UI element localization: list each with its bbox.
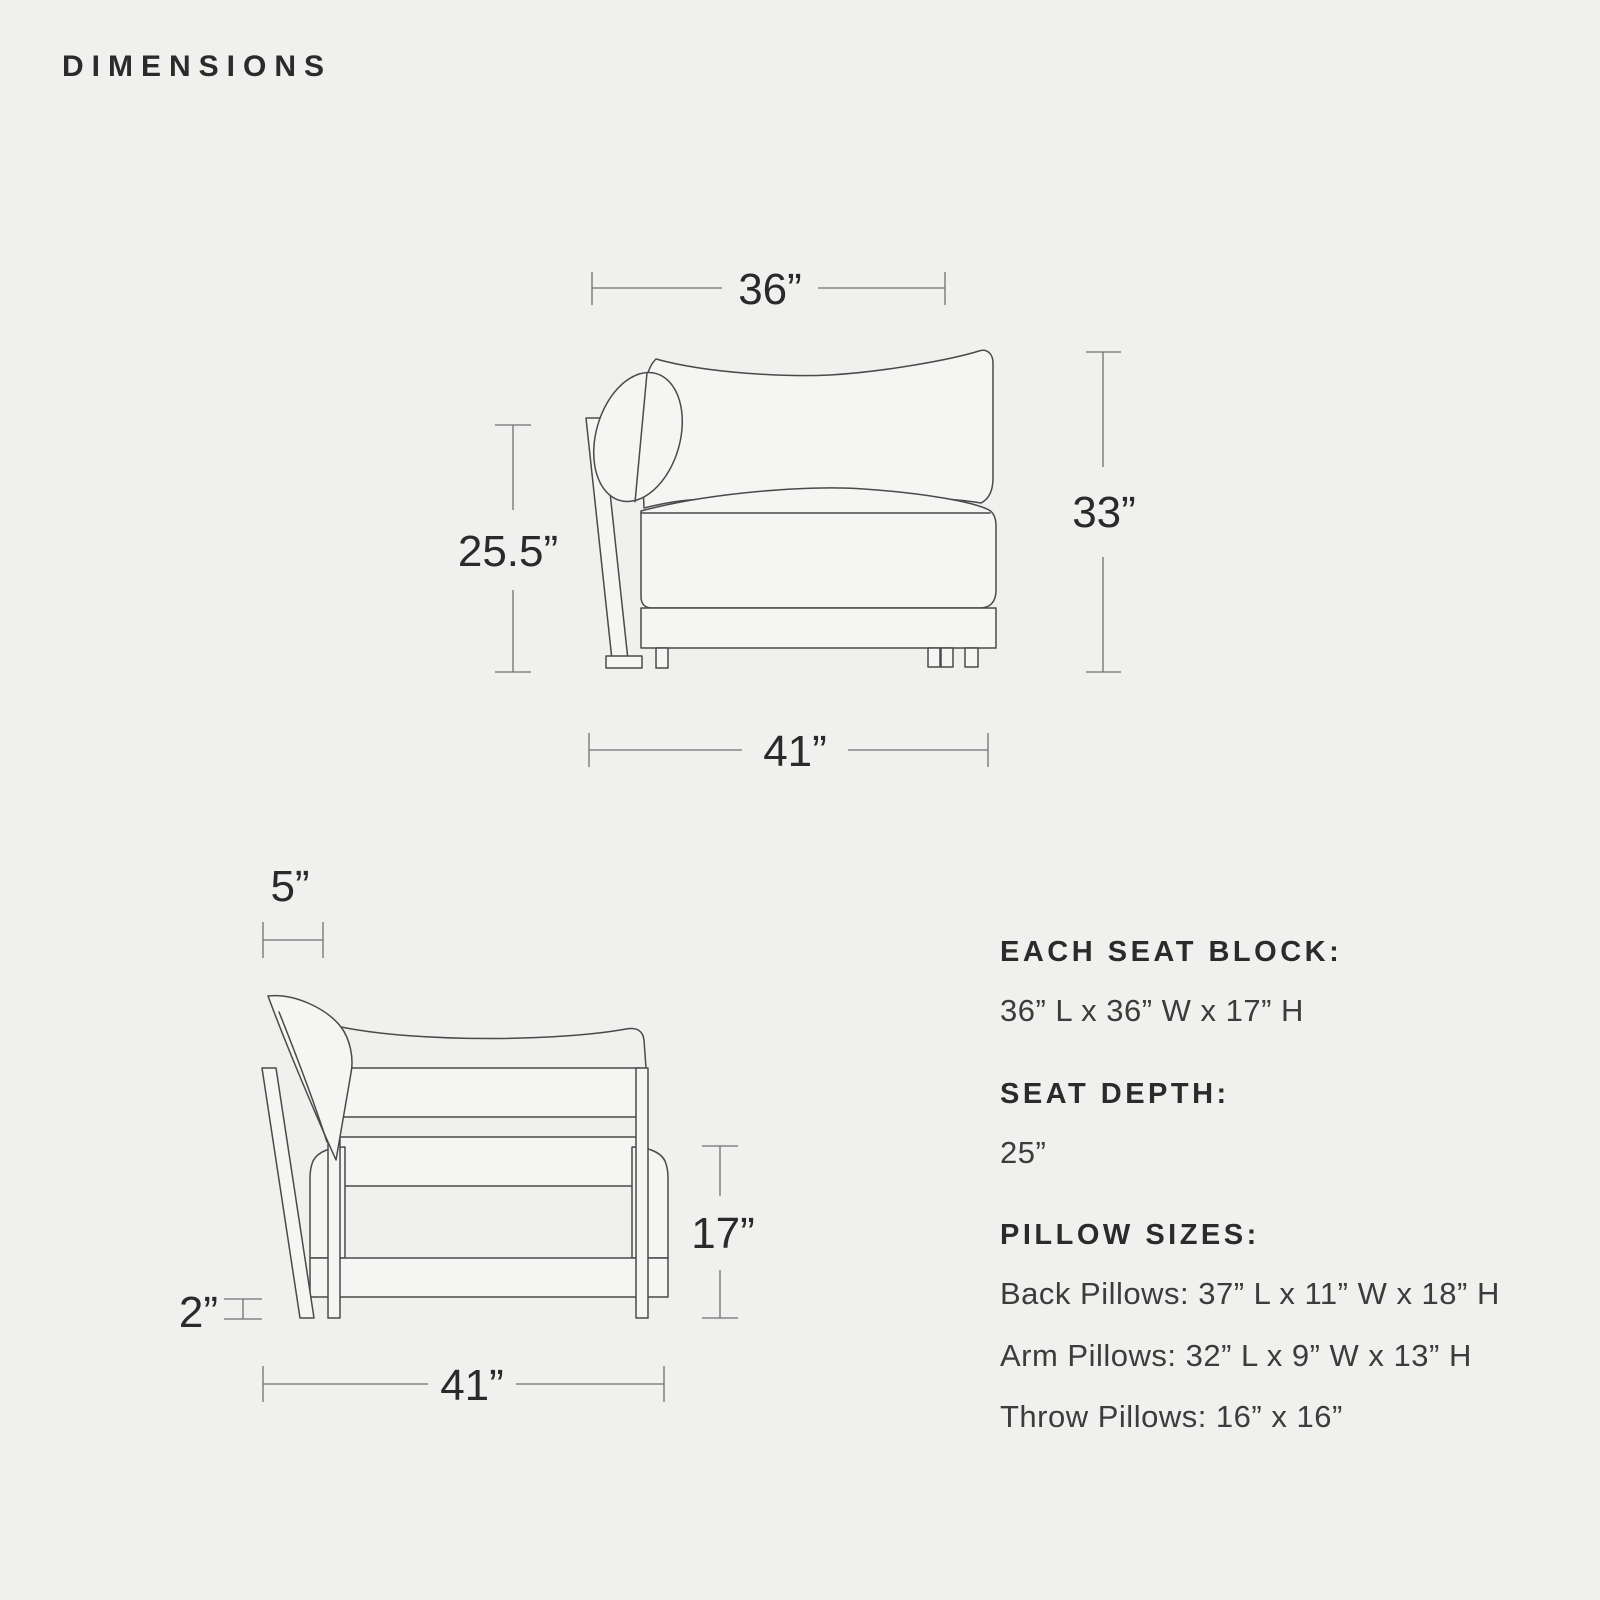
back-slat-middle xyxy=(337,1137,640,1186)
dim-overall-width-label: 41” xyxy=(440,1361,504,1410)
dim-base-height-label: 2” xyxy=(178,1288,218,1337)
back-view-diagram xyxy=(150,840,770,1420)
back-support-bar xyxy=(262,1068,314,1318)
dim-back-thickness xyxy=(263,862,323,958)
dim-back-height xyxy=(458,425,558,672)
spec-seat-depth xyxy=(1000,1077,1540,1170)
spec-back-pillows: Back Pillows: 37” L x 11” W x 18” H xyxy=(1000,1276,1500,1312)
spec-seat-depth-value: 25” xyxy=(1000,1134,1047,1170)
back-post-right xyxy=(636,1068,648,1318)
back-top-curve xyxy=(341,1027,646,1068)
spec-seat-depth-heading: SEAT DEPTH: xyxy=(1000,1077,1230,1110)
spec-arm-pillows: Arm Pillows: 32” L x 9” W x 13” H xyxy=(1000,1337,1472,1373)
dim-back-thickness-label: 5” xyxy=(270,862,310,911)
spec-seat-block-size: 36” L x 36” W x 17” H xyxy=(1000,993,1304,1028)
dim-seat-block-height xyxy=(691,1146,755,1318)
dim-seat-width-label: 36” xyxy=(738,265,802,314)
dim-overall-height-label: 33” xyxy=(1072,488,1136,537)
side-back-support-foot xyxy=(606,656,642,668)
side-seat-cushion xyxy=(641,488,996,608)
spec-pillow-sizes-heading: PILLOW SIZES: xyxy=(1000,1219,1260,1252)
spec-text-block xyxy=(1000,938,1540,1486)
back-slat-top xyxy=(337,1068,640,1117)
spec-seat-block-heading: EACH SEAT BLOCK: xyxy=(1000,936,1343,968)
dim-overall-height xyxy=(1072,352,1136,672)
side-leg-right-1 xyxy=(928,648,940,667)
side-leg-right-2 xyxy=(941,648,953,667)
side-leg-right-3 xyxy=(965,648,978,667)
dim-seat-block-height-label: 17” xyxy=(691,1209,755,1258)
page-title: DIMENSIONS xyxy=(62,50,333,83)
back-base-rail xyxy=(310,1258,668,1297)
dim-base-height xyxy=(179,1288,262,1337)
side-view-diagram xyxy=(440,240,1160,780)
side-back-cushion xyxy=(641,350,993,508)
dim-overall-width xyxy=(263,1361,664,1410)
dim-seat-width xyxy=(592,265,945,314)
side-base-rail xyxy=(641,608,996,648)
spec-pillow-sizes xyxy=(1000,1221,1540,1434)
dim-overall-depth-label: 41” xyxy=(763,727,827,776)
side-leg-left xyxy=(656,648,668,668)
spec-throw-pillows: Throw Pillows: 16” x 16” xyxy=(1000,1399,1343,1435)
dim-back-height-label: 25.5” xyxy=(457,527,559,576)
dim-overall-depth xyxy=(589,727,988,776)
spec-seat-block xyxy=(1000,938,1540,1028)
